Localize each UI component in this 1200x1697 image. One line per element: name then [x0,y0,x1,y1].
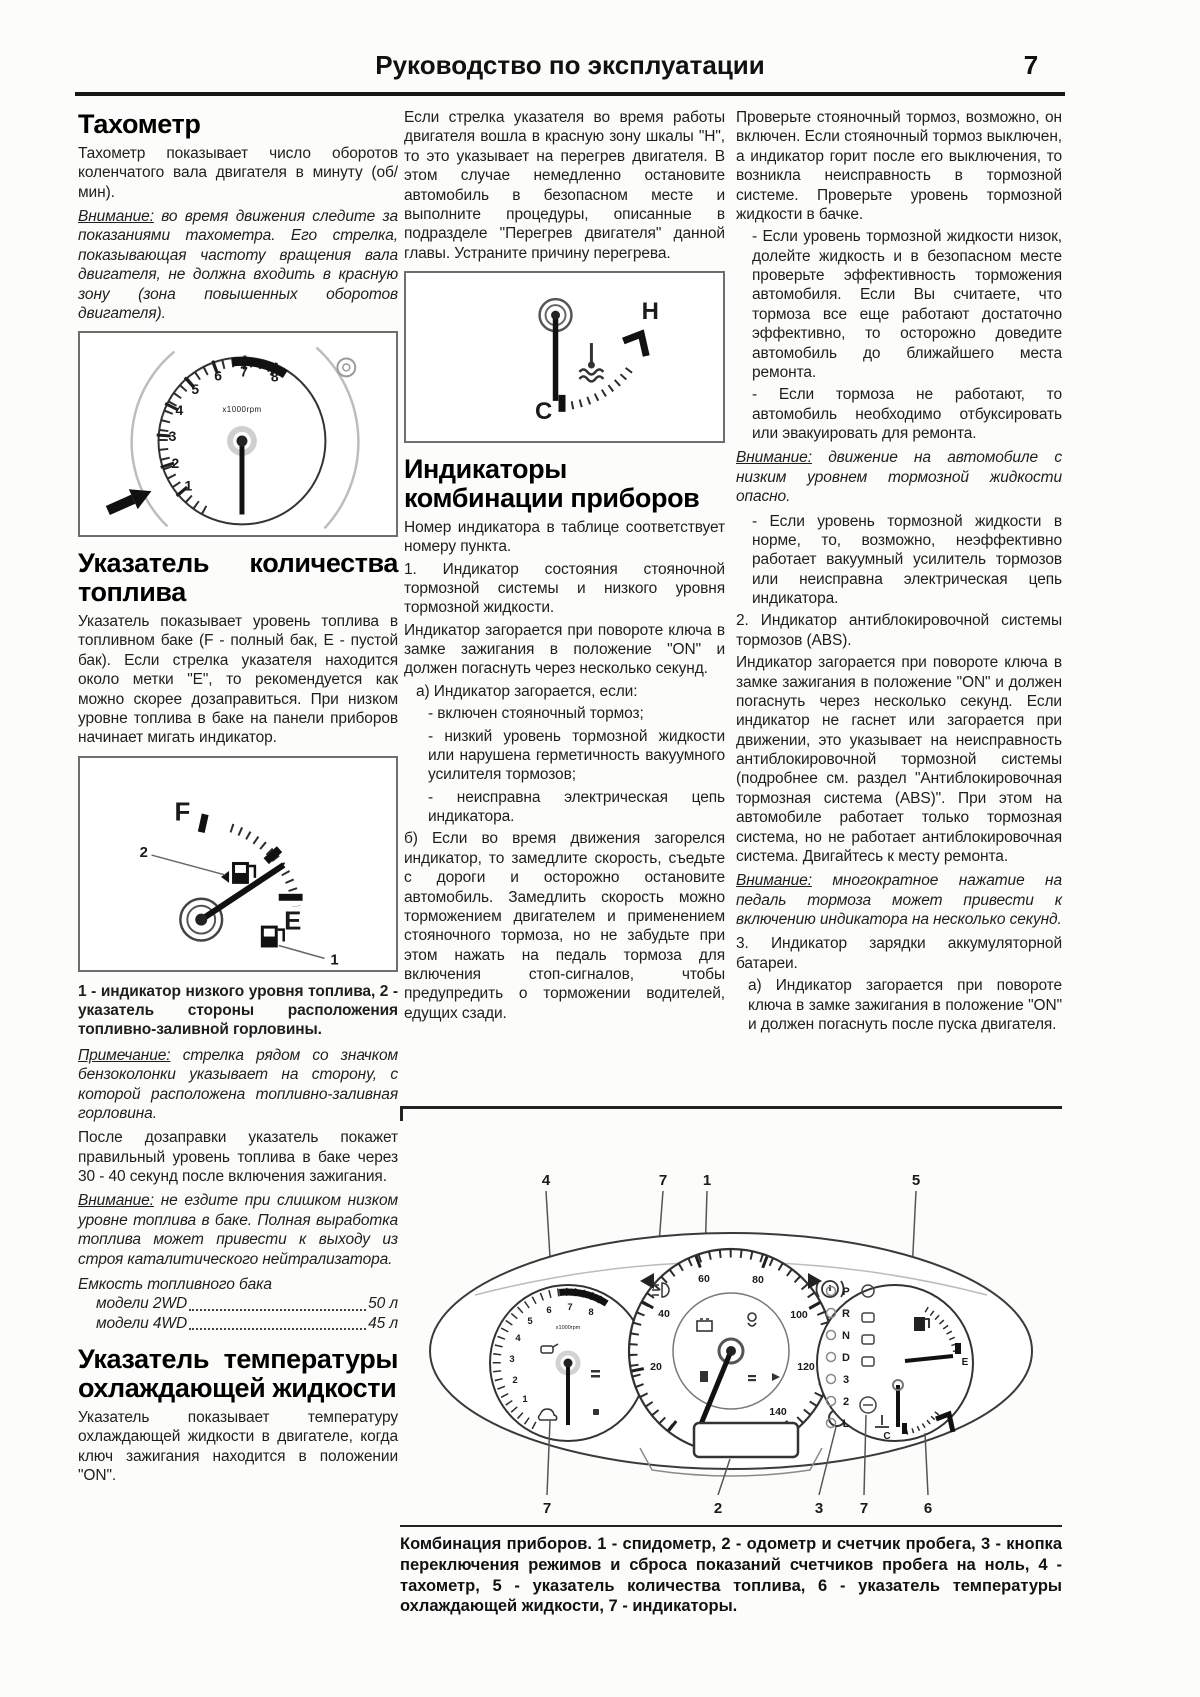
svg-text:7: 7 [567,1302,573,1313]
middle-column [404,108,725,1026]
note-text: стрелка рядом со значком бензоколонки указывает на сторону, с которой расположена топливно-заливная горловина. [78,1046,398,1122]
needle-hub [726,1346,736,1356]
full-tick [201,814,205,832]
warning-note [736,448,1062,506]
capacity-model: модели 4WD [96,1314,188,1332]
svg-text:R: R [842,1308,850,1320]
capacity-row [78,1314,398,1333]
svg-text:1: 1 [702,1172,712,1189]
svg-text:P: P [842,1286,850,1298]
bullet-item: - включен стояночный тормоз; [428,705,644,723]
temp-gauge-drawing [406,273,723,441]
svg-text:7: 7 [859,1500,869,1517]
svg-text:1: 1 [522,1394,528,1405]
capacity-value: 45 л [368,1314,398,1332]
svg-text:3: 3 [509,1354,515,1365]
svg-text:2: 2 [171,455,180,472]
bullet-item: - Если уровень тормозной жидкости в норме, то, возможно, неэффективно работает вакуумный усилитель тормозов или неисправна электрическая цепь индикатора. [752,512,1062,607]
bezel-screw-icon [337,359,355,377]
capacity-value: 50 л [368,1295,398,1313]
list-item: 2. Индикатор антиблокировочной системы тормозов (ABS). [736,612,1062,649]
instrument-cluster-figure [400,1106,1062,1617]
page-title: Руководство по эксплуатации [375,50,765,80]
temp-cold-label: C [883,1431,891,1442]
fuel-full-label: F [174,797,191,826]
fuel-gauge-drawing [80,758,396,970]
svg-text:4: 4 [541,1172,551,1189]
paragraph: Если стрелка указателя во время работы двигателя вошла в красную зону шкалы "H", то это указывает на перегрев двигателя. В этом случае немедленно остановите автомобиль в безопасном месте и выполните процедуры, описанные в подразделе "Перегрев двигателя" данной главы. Устраните причину перегрева. [404,109,725,262]
svg-text:6: 6 [923,1500,933,1517]
low-fuel-indicator-icon [261,925,284,947]
callout-line [279,945,325,958]
tach-unit-label: x1000rpm [555,1325,581,1331]
note [78,1046,398,1124]
page-number: 7 [1023,50,1039,80]
warning-note [736,871,1062,929]
callout-1: 1 [330,951,339,968]
bullet-item: - низкий уровень тормозной жидкости или нарушена герметичность вакуумного усилителя тормозов; [428,727,725,784]
hot-zone-mark [623,334,646,356]
sub-item: а) Индикатор загорается, если: [416,682,638,700]
svg-text:1: 1 [184,477,193,494]
bullet-item: - Если уровень тормозной жидкости низок, долейте жидкость и в безопасном месте проверьте эффективность торможения автомобиля. Если Вы считаете, что тормоза все еще работают достаточно эффективно, то осторожно доведите автомобиль до ближайшего места ремонта. [752,228,1062,381]
svg-text:N: N [842,1330,850,1342]
cluster-callouts-top [542,1172,920,1189]
capacity-model: модели 2WD [96,1295,188,1313]
figure-caption: 1 - индикатор низкого уровня топлива, 2 - указатель стороны расположения топливно-заливной горловины. [78,982,398,1039]
callout-line [152,855,226,875]
svg-text:6: 6 [546,1305,552,1316]
svg-text:100: 100 [790,1309,808,1321]
tachometer-drawing [80,333,396,535]
coolant-temp-icon [579,343,603,381]
paragraph: Номер индикатора в таблице соответствует номеру пункта. [404,518,725,556]
warning-text: многократное нажатие на педаль тормоза может привести к включению индикатора на несколько секунд. [736,872,1062,928]
tachometer-figure [78,331,398,537]
list-item: 3. Индикатор зарядки аккумуляторной батареи. [736,935,1062,972]
mid-tick [266,849,279,861]
needle-hub [564,1359,573,1368]
sub-item: б) Если во время движения загорелся индикатор, то замедлите скорость, съедьте с дороги и осторожно остановите автомобиль. Замедлить скорость можно торможением двигателем и применением стояночного тормоза, но не забудьте при этом нажать на педаль тормоза для включения стоп-сигналов, чтобы предупредить о торможении водителей, едущих сзади. [404,830,725,1022]
paragraph: Указатель показывает температуру охлаждающей жидкости в двигателе, когда ключ зажигания находится в положении "ON". [78,1408,398,1484]
svg-text:5: 5 [911,1172,921,1189]
fuel-gauge-figure [78,756,398,972]
paragraph: Индикатор загорается при повороте ключа в замке зажигания в положение "ON" и должен погаснуть через несколько секунд. Если индикатор не гаснет или загорается при движении, это указывает на неисправность антиблокировочной тормозной системы (подробнее см. раздел "Антиблокировочная тормозная система (ABS)". При этом на автомобиле работает только тормозная система, но не работает антиблокировочная система. Двигайтесь к месту ремонта. [736,654,1062,865]
paragraph: Проверьте стояночный тормоз, возможно, он включен. Если стояночный тормоз выключен, а индикатор горит после его выключения, то возникла неисправность в тормозной системе. Проверьте уровень тормозной жидкости в бачке. [736,109,1062,223]
odometer-display [694,1423,798,1457]
left-column [78,108,398,1488]
fuel-empty-label: E [284,907,302,936]
filler-side-arrow-icon [221,871,229,883]
fuel-pump-icon [700,1371,708,1382]
fuel-tank-capacity-title: Емкость топливного бака [78,1275,272,1293]
warning-label: Внимание: [78,208,154,225]
section-heading-tachometer: Тахометр [78,109,201,139]
bullet-item: - неисправна электрическая цепь индикатора. [428,788,725,825]
cluster-figure-caption: Комбинация приборов. 1 - спидометр, 2 - одометр и счетчик пробега, 3 - кнопка переключения режимов и сброса показаний счетчиков пробега на ноль, 4 - тахометр, 5 - указатель количества топлива, 6 - указатель температуры охлаждающей жидкости, 7 - индикаторы. [400,1525,1062,1617]
svg-text:D: D [842,1352,850,1364]
svg-text:80: 80 [752,1274,764,1286]
capacity-row [78,1294,398,1313]
paragraph: Тахометр показывает число оборотов коленчатого вала двигателя в минуту (об/мин). [78,144,398,201]
bullet-item: - Если тормоза не работают, то автомобиль необходимо отбуксировать или эвакуировать для ремонта. [752,386,1062,442]
svg-text:5: 5 [527,1316,533,1327]
temp-cold-label: C [534,397,553,425]
needle-hub [237,436,248,447]
svg-text:4: 4 [515,1333,521,1344]
svg-text:3: 3 [168,428,177,445]
svg-text:4: 4 [175,402,184,419]
paragraph: Указатель показывает уровень топлива в топливном баке (F - полный бак, E - пустой бак). Если стрелка указателя находится около метки "E", то рекомендуется как можно скорее дозаправиться. При низком уровне топлива в баке на панели приборов начинает мигать индикатор. [78,613,398,747]
svg-text:3: 3 [814,1500,824,1517]
tach-unit-label: x1000rpm [222,405,262,415]
temp-gauge-figure [404,271,725,443]
warning-label: Внимание: [736,872,812,890]
svg-text:8: 8 [270,368,279,385]
sub-item: а) Индикатор загорается при повороте ключа в замке зажигания в положение "ON" и должен погаснуть после пуска двигателя. [748,977,1062,1033]
warning-note [78,1191,398,1269]
note-label: Примечание: [78,1046,171,1064]
temp-hot-label: H [641,298,659,326]
svg-text:2: 2 [512,1375,518,1386]
callout-2: 2 [139,844,148,861]
header-rule [75,92,1065,96]
svg-text:3: 3 [842,1374,850,1386]
section-heading-fuel-gauge: Указатель количества топлива [78,548,398,608]
section-heading-indicators: Индикаторы комбинации приборов [404,454,700,513]
paragraph: Индикатор загорается при повороте ключа в замке зажигания в положение "ON" и должен погаснуть через несколько секунд. [404,621,725,678]
temp-cold-tick [902,1423,907,1434]
warning-text: не ездите при слишком низком уровне топлива в баке. Полная выработка топлива может привести к выходу из строя каталитического нейтрализатора. [78,1192,398,1268]
bezel-screw-center [343,364,350,371]
svg-text:7: 7 [240,363,248,380]
cluster-callouts-bottom [543,1500,932,1517]
fuel-empty-label: E [961,1357,969,1368]
svg-text:140: 140 [769,1406,787,1418]
list-item: 1. Индикатор состояния стояночной тормозной системы и низкого уровня тормозной жидкости. [404,560,725,617]
svg-text:60: 60 [698,1273,710,1285]
dot-leader [189,1328,366,1330]
svg-text:8: 8 [588,1307,594,1318]
paragraph: После дозаправки указатель покажет правильный уровень топлива в баке через 30 - 40 секунд после включения зажигания. [78,1129,398,1185]
warning-note [78,207,398,323]
svg-text:7: 7 [658,1172,668,1189]
svg-text:2: 2 [842,1396,850,1408]
svg-text:20: 20 [650,1361,662,1373]
svg-text:6: 6 [214,367,222,384]
svg-text:5: 5 [191,381,200,398]
fuel-empty-tick [955,1343,961,1354]
svg-text:7: 7 [542,1500,552,1517]
warning-text: во время движения следите за показаниями тахометра. Его стрелка, показывающая частоту вращения вала двигателя, не должна входить в красную зону (зона повышенных оборотов двигателя). [78,208,398,322]
warning-label: Внимание: [78,1192,154,1210]
section-heading-coolant-temp: Указатель температуры охлаждающей жидкости [78,1344,398,1403]
needle-hub [551,311,560,320]
warning-text: движение на автомобиле с низким уровнем тормозной жидкости опасно. [736,449,1062,506]
svg-text:L: L [842,1418,850,1430]
svg-text:120: 120 [797,1361,815,1373]
fuel-pump-filler-icon [221,862,255,884]
svg-text:2: 2 [713,1500,723,1517]
empty-tick [279,893,303,900]
dot-leader [189,1309,366,1311]
cold-tick [559,395,566,412]
warning-label: Внимание: [736,449,812,467]
svg-text:40: 40 [658,1308,670,1320]
right-column [736,108,1062,1037]
instrument-cluster-drawing [400,1123,1062,1523]
needle-hub [195,913,207,925]
figure-top-rule [400,1106,1062,1123]
